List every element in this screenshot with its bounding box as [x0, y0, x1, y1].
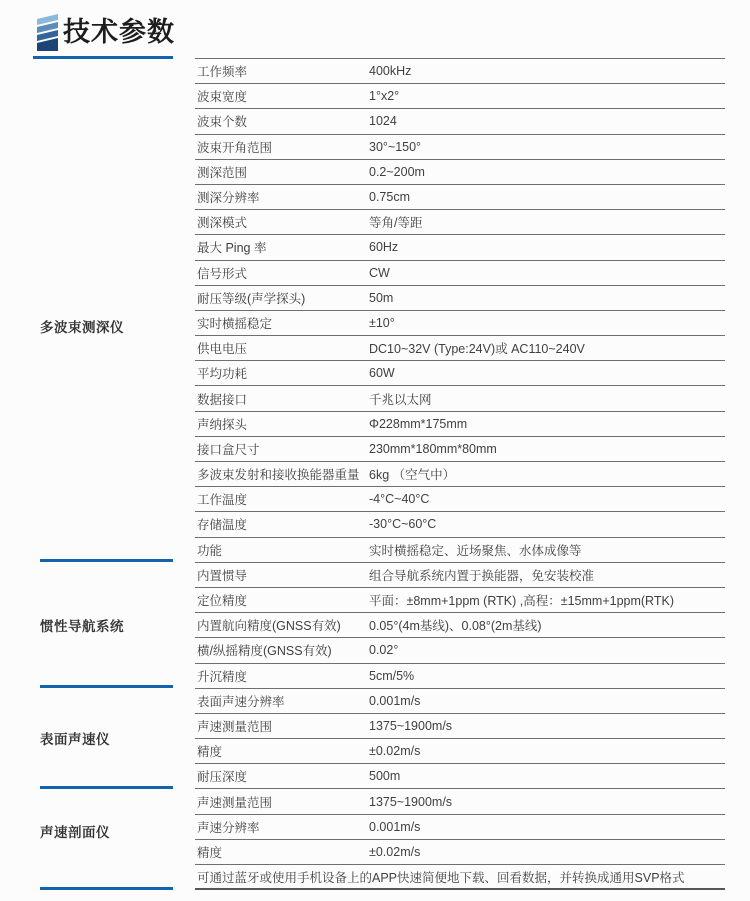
sidebar-section — [40, 58, 175, 562]
spec-label: 波束个数 — [197, 115, 248, 130]
spec-row — [195, 160, 725, 185]
spec-value: 平面：±8mm+1ppm (RTK) ,高程：±15mm+1ppm(RTK) — [369, 594, 674, 609]
spec-value: 500m — [369, 769, 401, 784]
spec-row — [195, 487, 725, 512]
category-label: 表面声速仪 — [40, 732, 110, 748]
spec-row — [195, 563, 725, 588]
spec-label: 实时横摇稳定 — [197, 316, 273, 331]
spec-row — [195, 588, 725, 613]
spec-value: 1375~1900m/s — [369, 718, 453, 733]
spec-label: 波束宽度 — [197, 90, 248, 105]
spec-row — [195, 512, 725, 537]
spec-row — [195, 613, 725, 638]
spec-label: 测深分辨率 — [197, 191, 260, 206]
table-note: 可通过蓝牙或使用手机设备上的APP快速简便地下载、回看数据，并转换成通用SVP格式 — [195, 865, 725, 890]
spec-value: 60Hz — [369, 240, 399, 255]
spec-label: 最大 Ping 率 — [197, 241, 267, 256]
spec-row — [195, 437, 725, 462]
page-title: 技术参数 — [63, 17, 175, 48]
spec-value: ±0.02m/s — [369, 844, 421, 859]
spec-label: 声速测量范围 — [197, 795, 273, 810]
spec-value: DC10~32V (Type:24V)或 AC110~240V — [369, 342, 585, 357]
spec-value: 实时横摇稳定、近场聚焦、水体成像等 — [369, 543, 582, 558]
spec-label: 平均功耗 — [197, 367, 248, 382]
spec-label: 测深模式 — [197, 216, 248, 231]
spec-row — [195, 286, 725, 311]
spec-row — [195, 361, 725, 386]
spec-value: -4°C~40°C — [369, 492, 430, 507]
spec-row — [195, 261, 725, 286]
category-sidebar — [0, 0, 195, 901]
spec-value: 0.001m/s — [369, 693, 421, 708]
spec-value: 0.2~200m — [369, 164, 425, 179]
spec-row — [195, 714, 725, 739]
spec-label: 升沉精度 — [197, 669, 248, 684]
spec-value: CW — [369, 265, 390, 280]
spec-label: 测深范围 — [197, 165, 248, 180]
spec-row — [195, 789, 725, 814]
spec-label: 功能 — [197, 543, 223, 558]
spec-row — [195, 664, 725, 689]
spec-label: 声纳探头 — [197, 417, 248, 432]
spec-label: 声速测量范围 — [197, 719, 273, 734]
spec-table — [195, 58, 725, 890]
spec-label: 存储温度 — [197, 518, 248, 533]
spec-value: -30°C~60°C — [369, 517, 437, 532]
spec-label: 接口盒尺寸 — [197, 442, 260, 457]
spec-row — [195, 336, 725, 361]
spec-value: Φ228mm*175mm — [369, 416, 468, 431]
spec-value: 230mm*180mm*80mm — [369, 441, 497, 456]
spec-value: 组合导航系统内置于换能器，免安装校准 — [369, 568, 595, 583]
spec-label: 供电电压 — [197, 342, 248, 357]
spec-label: 多波束发射和接收换能器重量 — [197, 468, 360, 483]
spec-row — [195, 689, 725, 714]
spec-row — [195, 185, 725, 210]
spec-value: ±0.02m/s — [369, 744, 421, 759]
spec-label: 信号形式 — [197, 266, 248, 281]
sidebar-section — [40, 688, 175, 789]
spec-value: 千兆以太网 — [369, 392, 432, 407]
spec-row — [195, 311, 725, 336]
spec-value: 6kg （空气中） — [369, 468, 456, 483]
spec-row — [195, 135, 725, 160]
spec-value: 1°x2° — [369, 89, 400, 104]
spec-value: 30°~150° — [369, 139, 422, 154]
spec-row — [195, 840, 725, 865]
spec-row — [195, 538, 725, 563]
spec-value: ±10° — [369, 315, 395, 330]
spec-value: 等角/等距 — [369, 216, 423, 231]
spec-label: 精度 — [197, 745, 223, 760]
spec-value: 400kHz — [369, 64, 412, 79]
spec-value: 1375~1900m/s — [369, 794, 453, 809]
spec-value: 0.75cm — [369, 190, 410, 205]
spec-row — [195, 109, 725, 134]
spec-label: 定位精度 — [197, 594, 248, 609]
category-label: 惯性导航系统 — [40, 619, 124, 634]
spec-row — [195, 59, 725, 84]
spec-label: 横/纵摇精度(GNSS有效) — [197, 644, 332, 659]
spec-row — [195, 210, 725, 235]
sidebar-section — [40, 562, 175, 688]
spec-label: 精度 — [197, 845, 223, 860]
category-label: 多波束测深仪 — [40, 320, 124, 335]
spec-value: 50m — [369, 290, 394, 305]
section-divider-line — [40, 887, 173, 890]
spec-row — [195, 386, 725, 411]
spec-value: 0.02° — [369, 643, 399, 658]
spec-value: 1024 — [369, 114, 397, 129]
spec-row — [195, 84, 725, 109]
spec-label: 内置航向精度(GNSS有效) — [197, 619, 341, 634]
spec-value: 0.001m/s — [369, 819, 421, 834]
spec-value: 5cm/5% — [369, 668, 415, 683]
spec-row — [195, 412, 725, 437]
spec-row — [195, 739, 725, 764]
spec-row — [195, 638, 725, 663]
spec-table-rows — [195, 59, 725, 865]
spec-label: 耐压等级(声学探头) — [197, 291, 306, 306]
spec-row — [195, 815, 725, 840]
sidebar-section — [40, 789, 175, 865]
spec-label: 表面声速分辨率 — [197, 694, 285, 709]
spec-label: 工作温度 — [197, 493, 248, 508]
spec-value: 60W — [369, 366, 395, 381]
spec-value: 0.05°(4m基线)、0.08°(2m基线) — [369, 619, 542, 634]
spec-row — [195, 235, 725, 260]
spec-row — [195, 764, 725, 789]
spec-label: 工作频率 — [197, 65, 248, 80]
spec-label: 内置惯导 — [197, 568, 248, 583]
spec-label: 耐压深度 — [197, 770, 248, 785]
spec-label: 声速分辨率 — [197, 820, 260, 835]
spec-label: 数据接口 — [197, 392, 248, 407]
category-label: 声速剖面仪 — [40, 824, 110, 840]
spec-label: 波束开角范围 — [197, 140, 273, 155]
spec-row — [195, 462, 725, 487]
